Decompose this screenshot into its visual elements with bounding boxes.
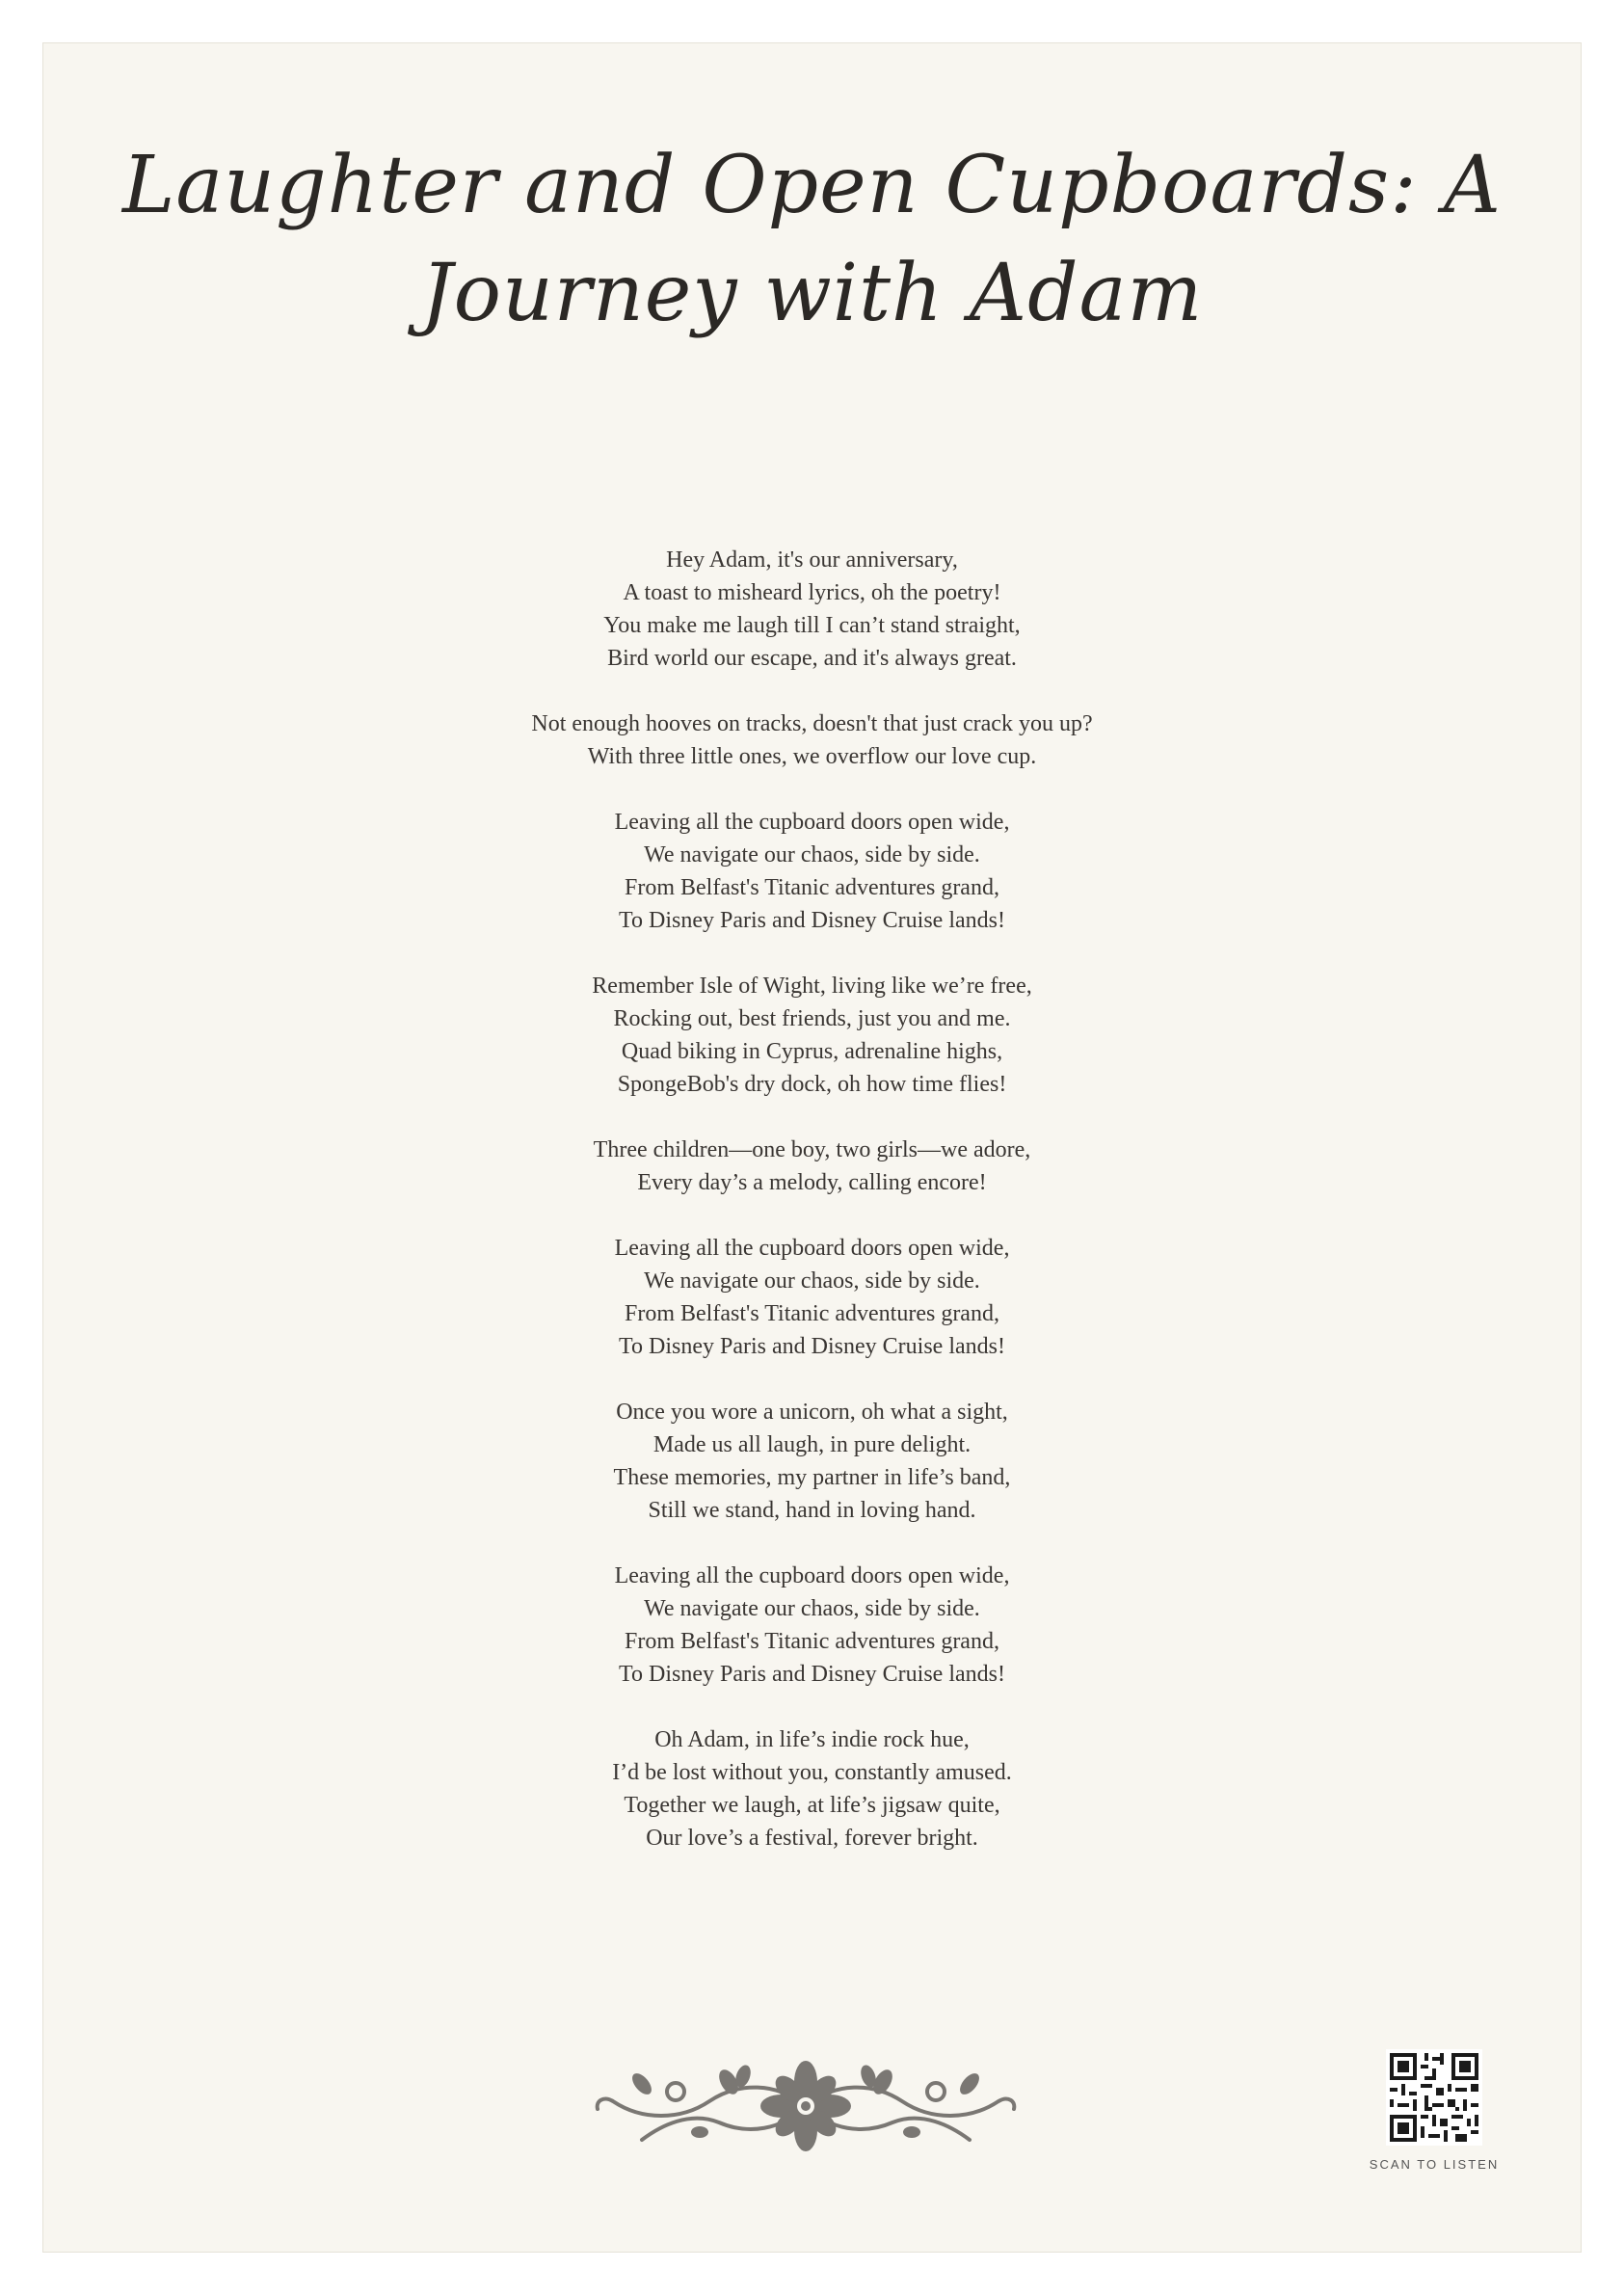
lyric-line: A toast to misheard lyrics, oh the poetry!	[623, 580, 1001, 605]
lyric-line: We navigate our chaos, side by side.	[644, 1268, 980, 1294]
lyric-line: You make me laugh till I can’t stand straight,	[603, 613, 1021, 638]
lyric-line: I’d be lost without you, constantly amused.	[612, 1760, 1012, 1785]
lyric-line: Three children—one boy, two girls—we adore,	[593, 1137, 1031, 1162]
lyric-line: With three little ones, we overflow our love cup.	[587, 744, 1037, 769]
lyric-line: Our love’s a festival, forever bright.	[646, 1826, 978, 1851]
floral-ornament-icon	[584, 2053, 1027, 2159]
lyrics	[43, 544, 1581, 1887]
lyric-line: Together we laugh, at life’s jigsaw quite,	[624, 1793, 1000, 1818]
chorus	[43, 806, 1581, 937]
title-line-2: Journey with Adam	[420, 248, 1204, 339]
stanza	[43, 544, 1581, 675]
lyric-line: These memories, my partner in life’s band,	[613, 1465, 1011, 1490]
chorus	[43, 1232, 1581, 1363]
lyric-line: Once you wore a unicorn, oh what a sight,	[616, 1400, 1008, 1425]
lyric-line: To Disney Paris and Disney Cruise lands!	[619, 1334, 1005, 1359]
lyric-line: Rocking out, best friends, just you and me.	[613, 1006, 1011, 1031]
stanza	[43, 1723, 1581, 1855]
lyric-line: From Belfast's Titanic adventures grand,	[625, 875, 999, 900]
lyric-line: Every day’s a melody, calling encore!	[637, 1170, 987, 1195]
lyric-line: Leaving all the cupboard doors open wide,	[614, 1563, 1010, 1588]
lyric-line: Not enough hooves on tracks, doesn't that just crack you up?	[531, 711, 1093, 736]
lyric-line: Hey Adam, it's our anniversary,	[666, 547, 958, 573]
poster	[42, 42, 1582, 2253]
stanza	[43, 707, 1581, 773]
qr-caption: SCAN TO LISTEN	[1369, 2157, 1500, 2172]
lyric-line: Made us all laugh, in pure delight.	[652, 1432, 972, 1457]
lyric-line: Leaving all the cupboard doors open wide,	[614, 810, 1010, 835]
lyric-line: We navigate our chaos, side by side.	[644, 842, 980, 867]
lyric-line: Still we stand, hand in loving hand.	[648, 1498, 976, 1523]
lyric-line: To Disney Paris and Disney Cruise lands!	[619, 1662, 1005, 1687]
page-title	[43, 132, 1581, 348]
lyric-line: We navigate our chaos, side by side.	[644, 1596, 980, 1621]
lyric-line: Leaving all the cupboard doors open wide,	[614, 1236, 1010, 1261]
stanza	[43, 970, 1581, 1101]
stanza	[43, 1134, 1581, 1199]
lyric-line: To Disney Paris and Disney Cruise lands!	[619, 908, 1005, 933]
chorus	[43, 1560, 1581, 1691]
lyric-line: SpongeBob's dry dock, oh how time flies!	[617, 1072, 1007, 1097]
lyric-line: Remember Isle of Wight, living like we’re free,	[592, 974, 1032, 999]
qr-code-icon[interactable]	[1386, 2049, 1482, 2146]
lyric-line: Quad biking in Cyprus, adrenaline highs,	[621, 1039, 1003, 1064]
lyric-line: From Belfast's Titanic adventures grand,	[625, 1301, 999, 1326]
title-line-1: Laughter and Open Cupboards: A	[121, 140, 1503, 231]
lyric-line: From Belfast's Titanic adventures grand,	[625, 1629, 999, 1654]
lyric-line: Bird world our escape, and it's always great.	[607, 646, 1017, 671]
lyric-line: Oh Adam, in life’s indie rock hue,	[654, 1727, 970, 1752]
stanza	[43, 1396, 1581, 1527]
